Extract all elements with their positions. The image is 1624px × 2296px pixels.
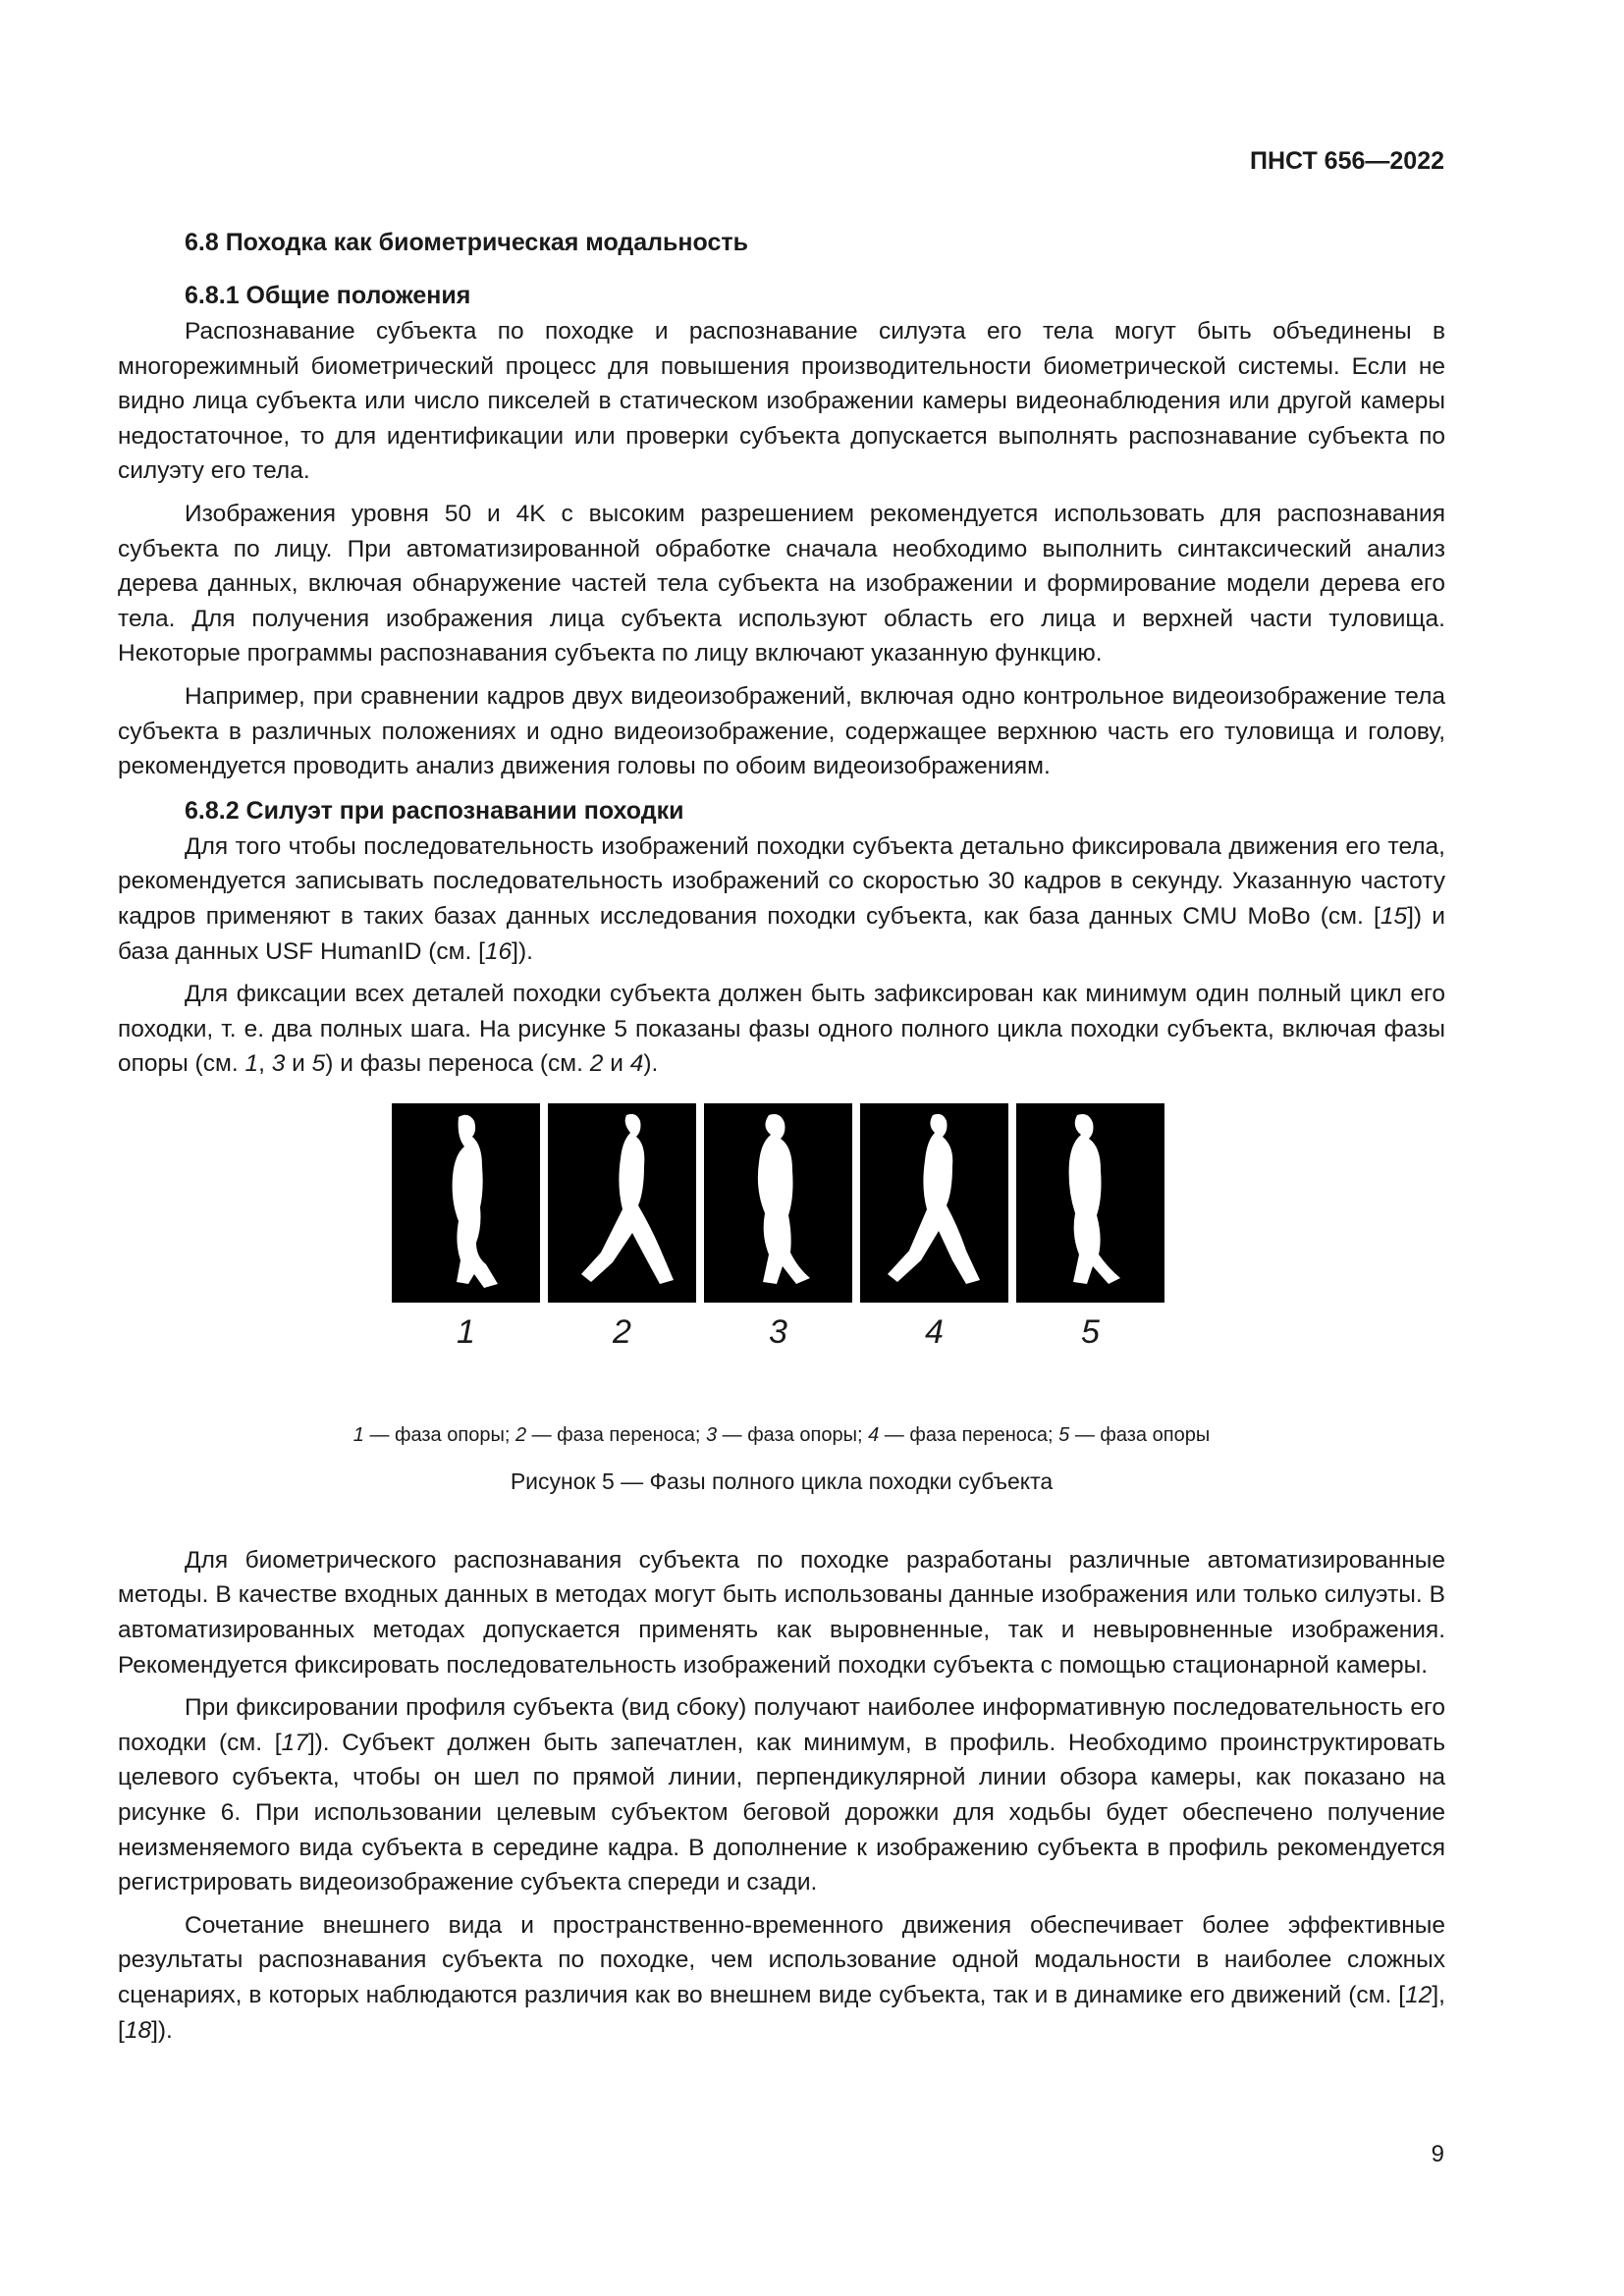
phase-ref: 3 <box>271 1050 286 1078</box>
phase-ref: 2 <box>589 1050 604 1078</box>
reference-15: 15 <box>1380 902 1408 930</box>
frame-label: 5 <box>1081 1312 1100 1351</box>
paragraph <box>118 829 1445 969</box>
reference-12: 12 <box>1405 1982 1433 2008</box>
legend-text: — фаза переноса; <box>526 1423 706 1446</box>
figure-legend <box>118 1421 1445 1449</box>
phase-ref: 1 <box>244 1050 259 1078</box>
figure-caption: Рисунок 5 — Фазы полного цикла походки субъекта <box>510 1468 1054 1494</box>
gait-frame-2 <box>548 1103 696 1351</box>
silhouette-standing-icon <box>1016 1103 1164 1303</box>
text-run: ) и фазы переноса (см. <box>325 1050 590 1078</box>
gait-frame-3 <box>704 1103 852 1351</box>
silhouette-standing-icon <box>392 1103 540 1303</box>
paragraph: Для биометрического распознавания субъекта по походке разработаны различные автоматизированные методы. В качестве входных данных в методах могут быть использованы данные изображения или только силуэты. В автоматизированных методах допускается применять как выровненные, так и невыровненные изображения. Рекомендуется фиксировать последовательность изображений походки субъекта с помощью стационарной камеры. <box>118 1546 1445 1679</box>
silhouette-standing-icon <box>704 1103 852 1303</box>
paragraph <box>118 1908 1445 2048</box>
frame-label: 4 <box>925 1312 944 1351</box>
legend-number: 1 <box>352 1423 364 1446</box>
gait-frames <box>392 1103 1164 1351</box>
legend-number: 5 <box>1058 1423 1070 1446</box>
legend-text: — фаза опоры; <box>717 1423 869 1446</box>
text-run: ). <box>643 1050 659 1078</box>
legend-number: 4 <box>868 1423 880 1446</box>
subsection-title-6-8-1: 6.8.1 Общие положения <box>185 282 471 309</box>
phase-ref: 5 <box>311 1050 326 1078</box>
legend-number: 2 <box>514 1423 527 1446</box>
text-run: ]). Субъект должен быть запечатлен, как минимум, в профиль. Необходимо проинструктировать целевого субъекта, чтобы он шел по прямой линии, перпендикулярной линии обзора камеры, как показано на рисунке 6. При использовании целевым субъектом беговой дорожки для ходьбы будет обеспечено получение неизменяемого вида субъекта в середине кадра. В дополнение к изображению субъекта в профиль рекомендуется регистрировать видеоизображение субъекта спереди и сзади. <box>118 1729 1445 1896</box>
legend-text: — фаза переноса; <box>879 1423 1059 1446</box>
text-run: ], [ <box>118 1982 1445 2044</box>
silhouette-walking-icon <box>860 1103 1008 1303</box>
reference-16: 16 <box>484 937 513 965</box>
legend-text: — фаза опоры; <box>363 1423 515 1446</box>
gait-frame-4 <box>860 1103 1008 1351</box>
silhouette-walking-icon <box>548 1103 696 1303</box>
frame-label: 1 <box>457 1312 475 1351</box>
text-run: ]) и база данных USF HumanID (см. [ <box>118 902 1445 965</box>
text-run: ]). <box>512 937 533 965</box>
phase-ref: 4 <box>629 1050 644 1078</box>
text-run: Для того чтобы последовательность изображений походки субъекта детально фиксировала движения его тела, рекомендуется записывать последовательность изображений со скоростью 30 кадров в секунду. Указанную частоту кадров применяют в таких базах данных исследования походки субъекта, как база данных CMU MoBo (см. [ <box>118 832 1445 930</box>
legend-number: 3 <box>705 1423 718 1446</box>
section-title: 6.8 Походка как биометрическая модальность <box>185 229 748 256</box>
legend-text: — фаза опоры <box>1069 1423 1211 1446</box>
text-run: Сочетание внешнего вида и пространственно-временного движения обеспечивает более эффективные результаты распознавания субъекта по походке, чем использование одной модальности в наиболее сложных сценариях, в которых наблюдаются различия как во внешнем виде субъекта, так и в динамике его движений (см. [ <box>118 1911 1445 2008</box>
text-run: и <box>603 1050 630 1078</box>
page-content <box>118 224 1445 2056</box>
paragraph: Например, при сравнении кадров двух видеоизображений, включая одно контрольное видеоизображение тела субъекта в различных положениях и одно видеоизображение, содержащее верхнюю часть его туловища и голову, рекомендуется проводить анализ движения головы по обоим видеоизображениям. <box>118 682 1445 780</box>
text-run: и <box>285 1050 312 1078</box>
paragraph: Распознавание субъекта по походке и распознавание силуэта его тела могут быть объединены в многорежимный биометрический процесс для повышения производительности биометрической системы. Если не видно лица субъекта или число пикселей в статическом изображении камеры видеонаблюдения или другой камеры недостаточное, то для идентификации или проверки субъекта допускается выполнять распознавание субъекта по силуэту его тела. <box>118 318 1445 485</box>
text-run: При фиксировании профиля субъекта (вид сбоку) получают наиболее информативную последовательность его походки (см. [ <box>118 1694 1445 1756</box>
document-code: ПНСТ 656—2022 <box>1250 147 1444 175</box>
text-run: , <box>258 1050 272 1078</box>
paragraph <box>118 1690 1445 1900</box>
page-number: 9 <box>1431 2141 1444 2167</box>
frame-label: 3 <box>769 1312 787 1351</box>
paragraph: Изображения уровня 50 и 4K с высоким разрешением рекомендуется использовать для распознавания субъекта по лицу. При автоматизированной обработке сначала необходимо выполнить синтаксический анализ дерева данных, включая обнаружение частей тела субъекта на изображении и формирование модели дерева его тела. Для получения изображения лица субъекта используют область его лица и верхней части туловища. Некоторые программы распознавания субъекта по лицу включают указанную функцию. <box>118 500 1445 667</box>
paragraph <box>118 977 1445 1082</box>
text-run: ]). <box>151 2016 173 2044</box>
subsection-title-6-8-2: 6.8.2 Силуэт при распознавании походки <box>185 796 684 825</box>
reference-17: 17 <box>281 1729 308 1756</box>
gait-frame-5 <box>1016 1103 1164 1351</box>
text-run: Для фиксации всех деталей походки субъекта должен быть зафиксирован как минимум один полный цикл его походки, т. е. два полных шага. На рисунке 5 показаны фазы одного полного цикла походки субъекта, включая фазы опоры (см. <box>118 981 1445 1078</box>
frame-label: 2 <box>613 1312 631 1351</box>
reference-18: 18 <box>124 2016 152 2044</box>
figure-gait-cycle <box>118 1103 1445 1412</box>
gait-frame-1 <box>392 1103 540 1351</box>
